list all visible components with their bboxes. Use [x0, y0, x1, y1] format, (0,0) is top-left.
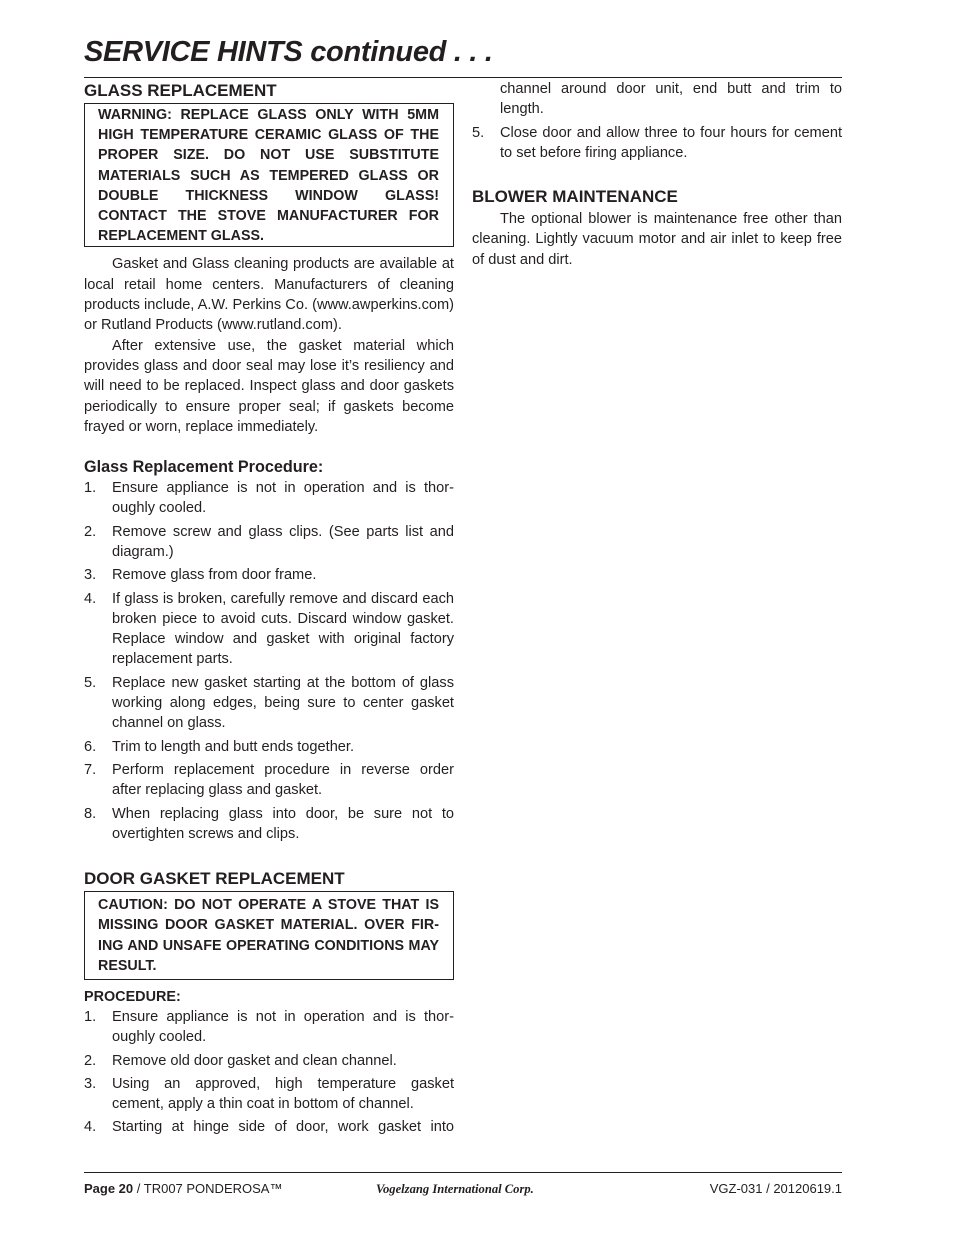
list-item [84, 737, 454, 757]
title-rule [84, 77, 842, 78]
page-number: Page 20 [84, 1181, 134, 1196]
door-gasket-caution-box: CAUTION: DO NOT OPERATE A STOVE THAT IS MISSING DOOR GASKET MATERIAL. OVER FIRING AND UNSAFE OPERATING CONDITIONS MAY RESULT. [84, 891, 454, 980]
step-text: When replacing glass into door, be sure not to overtighten screws and clips. [112, 805, 454, 842]
list-item [472, 79, 842, 120]
document-code: VGZ-031 / 20120619.1 [709, 1181, 842, 1196]
step-number: 5. [84, 674, 97, 691]
step-number: 1. [84, 1008, 97, 1025]
list-item [84, 1051, 454, 1071]
step-text: Using an approved, high temperature gasket cement, apply a thin coat in bottom of channel. [112, 1075, 454, 1113]
list-item [84, 1007, 454, 1048]
door-gasket-procedure-continued [472, 79, 842, 163]
cleaning-products-paragraph: Gasket and Glass cleaning products are available at local retail home centers. Manufacturers of cleaning products include, A.W. Perkins Co. (www.awperkins.com) or Rutland Products (www.rutland.com). [84, 256, 454, 334]
footer-page-info [84, 1180, 282, 1198]
step-text: Trim to length and butt ends together. [112, 738, 355, 755]
glass-replacement-heading: GLASS REPLACEMENT [84, 81, 277, 100]
step-text: Remove old door gasket and clean channel. [112, 1052, 397, 1069]
step-number: 1. [84, 480, 97, 497]
list-item [84, 804, 454, 845]
step-text: Replace new gasket starting at the bottom of glass working along edges, being sure to center gasket channel on glass. [112, 674, 454, 732]
step-number: 5. [472, 124, 485, 141]
blower-paragraph: The optional blower is maintenance free other than cleaning. Lightly vacuum motor and air inlet to keep free of dust and dirt. [472, 211, 842, 268]
step-text: channel around door unit, end butt and trim to length. [500, 81, 842, 118]
left-column [84, 79, 454, 1141]
step-number: 3. [84, 567, 97, 584]
list-item [84, 478, 454, 519]
step-number: 4. [84, 590, 97, 607]
door-gasket-heading: DOOR GASKET REPLACEMENT [84, 869, 345, 889]
company-name: Vogelzang International Corp. [376, 1182, 534, 1196]
door-gasket-procedure-list [84, 1007, 454, 1138]
step-text: Close door and allow three to four hours for cement to set before firing appliance. [500, 124, 842, 161]
list-item [84, 589, 454, 670]
step-number: 2. [84, 523, 97, 540]
list-item [84, 522, 454, 563]
step-text: Ensure appliance is not in operation and is thoroughly cooled. [112, 480, 454, 517]
step-text: Perform replacement procedure in reverse order after replacing glass and gasket. [112, 761, 454, 799]
step-text: Remove screw and glass clips. (See parts list and diagram.) [112, 523, 454, 560]
list-item [84, 1074, 454, 1115]
list-item [84, 565, 454, 585]
step-text: Remove glass from door frame. [112, 567, 317, 584]
list-item [84, 1117, 454, 1137]
list-item [84, 760, 454, 801]
page-footer [84, 1180, 842, 1198]
step-text: Ensure appliance is not in operation and is thoroughly cooled. [112, 1008, 454, 1046]
step-number: 4. [84, 1119, 97, 1136]
gasket-wear-paragraph: After extensive use, the gasket material which provides glass and door seal may lose it’s resiliency and will need to be replaced. Inspect glass and door gaskets periodically to ensure proper seal; if gaskets become frayed or worn, replace immediately. [84, 337, 454, 435]
footer-rule [84, 1172, 842, 1173]
blower-maintenance-heading: BLOWER MAINTENANCE [472, 187, 678, 207]
step-number: 2. [84, 1052, 97, 1069]
glass-warning-box: WARNING: REPLACE GLASS ONLY WITH 5MM HIGH TEMPERATURE CERAMIC GLASS OF THE PROPER SIZE. DO NOT USE SUBSTITUTE MATERIALS SUCH AS TEMPERED GLASS OR DOUBLE THICKNESS WINDOW GLASS! CONTACT THE STOVE MANUFACTURER FOR REPLACEMENT GLASS. [84, 103, 454, 247]
procedure-label: PROCEDURE: [84, 988, 181, 1005]
step-text: If glass is broken, carefully remove and discard each broken piece to avoid cuts. Discard window gasket. Replace window and gasket with original factory replacement parts. [112, 590, 454, 668]
step-number: 3. [84, 1075, 97, 1092]
glass-procedure-heading: Glass Replacement Procedure: [84, 458, 324, 477]
step-text: Starting at hinge side of door, work gasket into [112, 1119, 454, 1136]
page-title: SERVICE HINTS continued . . . [84, 36, 493, 68]
list-item [472, 123, 842, 164]
glass-procedure-list [84, 478, 454, 844]
model-name: / TR007 PONDEROSA™ [133, 1181, 283, 1196]
step-number: 8. [84, 805, 97, 822]
list-item [84, 673, 454, 734]
step-number: 7. [84, 761, 97, 778]
step-number: 6. [84, 738, 97, 755]
right-column [472, 79, 842, 270]
